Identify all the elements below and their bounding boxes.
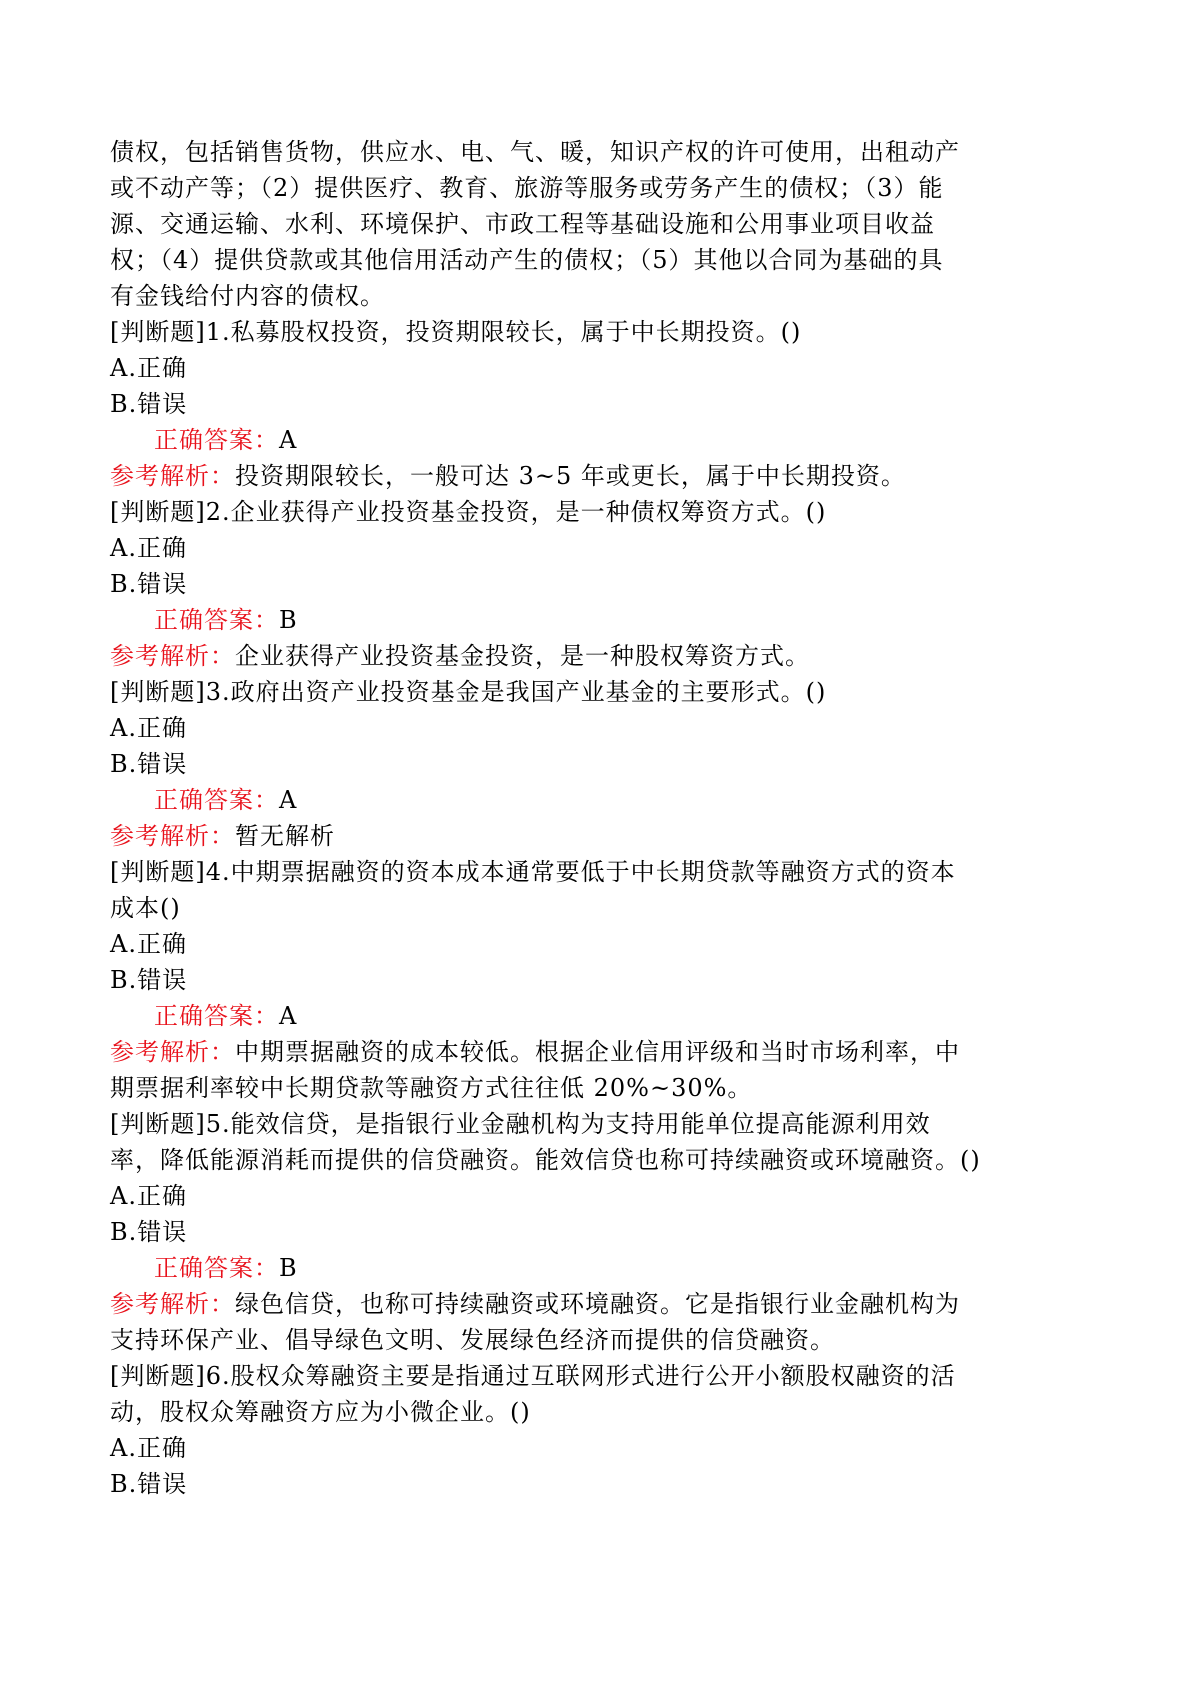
option-a: A.正确 — [110, 534, 187, 562]
correct-answer — [110, 602, 1100, 638]
analysis-label: 参考解析： — [110, 822, 235, 850]
option-b: B.错误 — [110, 570, 188, 598]
question-text: 动，股权众筹融资方应为小微企业。() — [110, 1398, 531, 1426]
answer-value: B — [279, 606, 298, 634]
answer-value: A — [279, 1002, 298, 1030]
analysis-text: 企业获得产业投资基金投资，是一种股权筹资方式。 — [235, 642, 810, 670]
correct-answer — [110, 782, 1100, 818]
analysis-text: 绿色信贷，也称可持续融资或环境融资。它是指银行业金融机构为 — [235, 1290, 960, 1318]
question-2 — [110, 494, 1100, 674]
correct-answer — [110, 422, 1100, 458]
document-page — [110, 134, 1100, 1502]
intro-paragraph — [110, 134, 1100, 314]
question-text: [判断题]2.企业获得产业投资基金投资，是一种债权筹资方式。() — [110, 498, 827, 526]
question-text: [判断题]4.中期票据融资的资本成本通常要低于中长期贷款等融资方式的资本 — [110, 858, 956, 886]
question-5 — [110, 1106, 1100, 1358]
analysis — [110, 818, 1100, 854]
answer-value: B — [279, 1254, 298, 1282]
question-text: [判断题]3.政府出资产业投资基金是我国产业基金的主要形式。() — [110, 678, 827, 706]
answer-label: 正确答案： — [154, 606, 279, 634]
option-a: A.正确 — [110, 1434, 187, 1462]
intro-line: 权；（4）提供贷款或其他信用活动产生的债权；（5）其他以合同为基础的具 — [110, 246, 944, 274]
analysis — [110, 638, 1100, 674]
option-b: B.错误 — [110, 390, 188, 418]
analysis-label: 参考解析： — [110, 642, 235, 670]
analysis-text: 投资期限较长，一般可达 3~5 年或更长，属于中长期投资。 — [235, 462, 906, 490]
answer-value: A — [279, 426, 298, 454]
analysis-text: 暂无解析 — [235, 822, 335, 850]
correct-answer — [110, 1250, 1100, 1286]
question-4 — [110, 854, 1100, 1106]
intro-line: 有金钱给付内容的债权。 — [110, 282, 385, 310]
question-text: [判断题]1.私募股权投资，投资期限较长，属于中长期投资。() — [110, 318, 802, 346]
intro-line: 债权，包括销售货物，供应水、电、气、暖，知识产权的许可使用，出租动产 — [110, 138, 960, 166]
question-6 — [110, 1358, 1100, 1502]
option-b: B.错误 — [110, 1218, 188, 1246]
analysis-label: 参考解析： — [110, 1290, 235, 1318]
correct-answer — [110, 998, 1100, 1034]
question-text: [判断题]6.股权众筹融资主要是指通过互联网形式进行公开小额股权融资的活 — [110, 1362, 956, 1390]
option-a: A.正确 — [110, 1182, 187, 1210]
intro-line: 源、交通运输、水利、环境保护、市政工程等基础设施和公用事业项目收益 — [110, 210, 935, 238]
option-a: A.正确 — [110, 930, 187, 958]
answer-label: 正确答案： — [154, 1002, 279, 1030]
analysis-text: 中期票据融资的成本较低。根据企业信用评级和当时市场利率，中 — [235, 1038, 960, 1066]
option-a: A.正确 — [110, 714, 187, 742]
option-b: B.错误 — [110, 966, 188, 994]
analysis — [110, 1286, 1100, 1322]
question-1 — [110, 314, 1100, 494]
analysis-label: 参考解析： — [110, 1038, 235, 1066]
analysis-text: 期票据利率较中长期贷款等融资方式往往低 20%~30%。 — [110, 1074, 753, 1102]
analysis-text: 支持环保产业、倡导绿色文明、发展绿色经济而提供的信贷融资。 — [110, 1326, 835, 1354]
option-a: A.正确 — [110, 354, 187, 382]
question-text: 成本() — [110, 894, 181, 922]
analysis-label: 参考解析： — [110, 462, 235, 490]
analysis — [110, 1034, 1100, 1070]
option-b: B.错误 — [110, 750, 188, 778]
answer-label: 正确答案： — [154, 426, 279, 454]
question-text: 率，降低能源消耗而提供的信贷融资。能效信贷也称可持续融资或环境融资。() — [110, 1146, 981, 1174]
question-text: [判断题]5.能效信贷，是指银行业金融机构为支持用能单位提高能源利用效 — [110, 1110, 931, 1138]
question-3 — [110, 674, 1100, 854]
answer-label: 正确答案： — [154, 786, 279, 814]
intro-line: 或不动产等；（2）提供医疗、教育、旅游等服务或劳务产生的债权；（3）能 — [110, 174, 944, 202]
option-b: B.错误 — [110, 1470, 188, 1498]
answer-value: A — [279, 786, 298, 814]
analysis — [110, 458, 1100, 494]
answer-label: 正确答案： — [154, 1254, 279, 1282]
